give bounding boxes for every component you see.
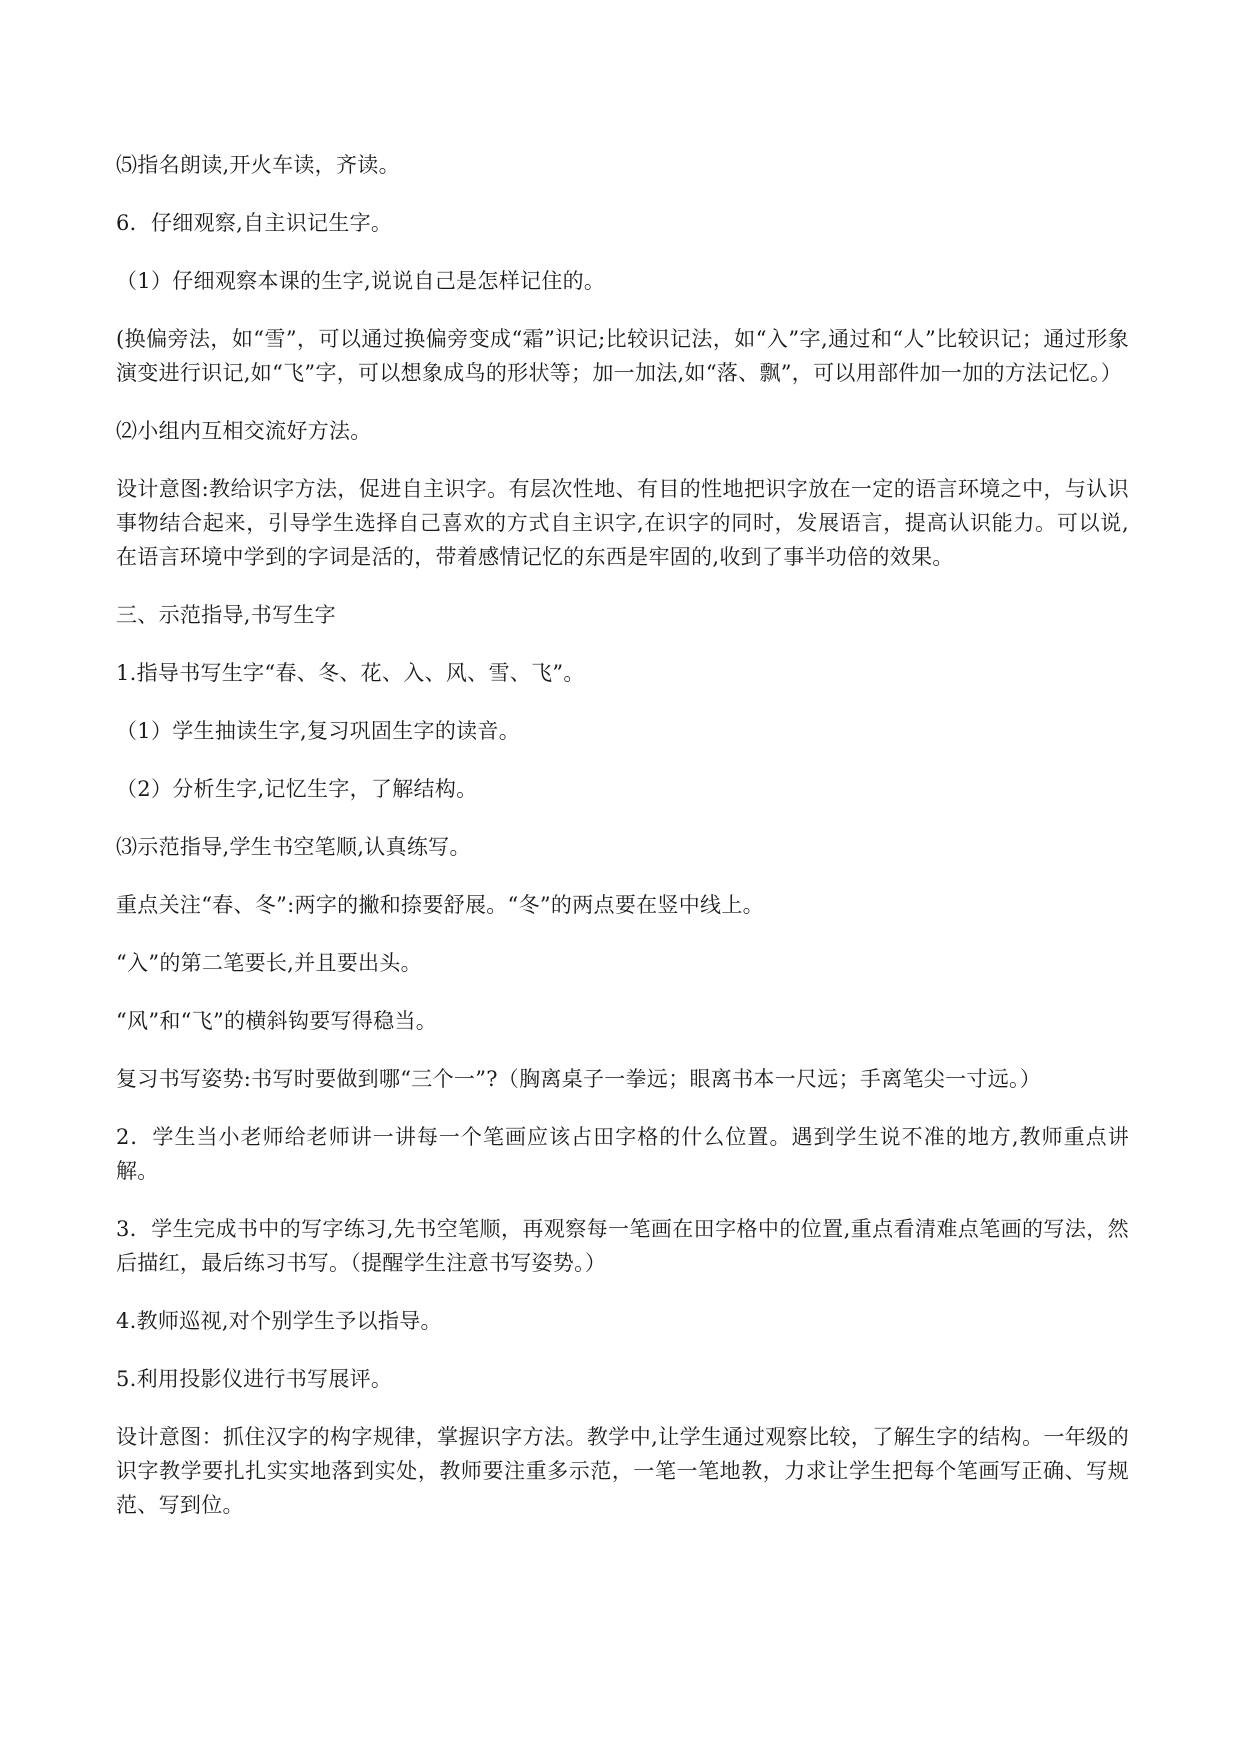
paragraph: “入”的第二笔要长,并且要出头。 xyxy=(116,951,422,975)
paragraph: 5.利用投影仪进行书写展评。 xyxy=(116,1367,393,1391)
paragraph: 6．仔细观察,自主识记生字。 xyxy=(116,211,393,235)
section-heading: 三、示范指导,书写生字 xyxy=(116,603,336,627)
paragraph: 复习书写姿势:书写时要做到哪“三个一”?（胸离桌子一拳远；眼离书本一尺远；手离笔尖一寸远。） xyxy=(116,1067,1042,1091)
paragraph: 3．学生完成书中的写字练习,先书空笔顺，再观察每一笔画在田字格中的位置,重点看清难点笔画的写法，然后描红，最后练习书写。（提醒学生注意书写姿势。） xyxy=(116,1217,1129,1275)
paragraph: ⑶示范指导,学生书空笔顺,认真练写。 xyxy=(116,835,471,859)
paragraph: “风”和“飞”的横斜钩要写得稳当。 xyxy=(116,1009,438,1033)
paragraph: 4.教师巡视,对个别学生予以指导。 xyxy=(116,1309,442,1333)
paragraph: （2）分析生字,记忆生字，了解结构。 xyxy=(116,777,478,801)
paragraph: 设计意图：抓住汉字的构字规律，掌握识字方法。教学中,让学生通过观察比较，了解生字的结构。一年级的识字教学要扎扎实实地落到实处，教师要注重多示范，一笔一笔地教，力求让学生把每个笔画写正确、写规范、写到位。 xyxy=(116,1425,1129,1517)
paragraph: ⑸指名朗读,开火车读，齐读。 xyxy=(116,153,400,177)
document-body xyxy=(116,148,1129,1546)
paragraph: 1.指导书写生字“春、冬、花、入、风、雪、飞”。 xyxy=(116,661,585,685)
paragraph: 2．学生当小老师给老师讲一讲每一个笔画应该占田字格的什么位置。遇到学生说不准的地方,教师重点讲解。 xyxy=(116,1125,1129,1183)
paragraph: 重点关注“春、冬”:两字的撇和捺要舒展。“冬”的两点要在竖中线上。 xyxy=(116,893,764,917)
paragraph: 设计意图:教给识字方法，促进自主识字。有层次性地、有目的性地把识字放在一定的语言环境之中，与认识事物结合起来，引导学生选择自己喜欢的方式自主识字,在识字的同时，发展语言，提高认识能力。可以说,在语言环境中学到的字词是活的，带着感情记忆的东西是牢固的,收到了事半功倍的效果。 xyxy=(116,477,1129,569)
paragraph: ⑵小组内互相交流好方法。 xyxy=(116,419,372,443)
paragraph: （1）学生抽读生字,复习巩固生字的读音。 xyxy=(116,719,521,743)
paragraph: (换偏旁法，如“雪”，可以通过换偏旁变成“霜”识记;比较识记法，如“入”字,通过和“人”比较识记；通过形象演变进行识记,如“飞”字，可以想象成鸟的形状等；加一加法,如“落、飘”，可以用部件加一加的方法记忆。） xyxy=(116,327,1129,385)
paragraph: （1）仔细观察本课的生字,说说自己是怎样记住的。 xyxy=(116,269,606,293)
